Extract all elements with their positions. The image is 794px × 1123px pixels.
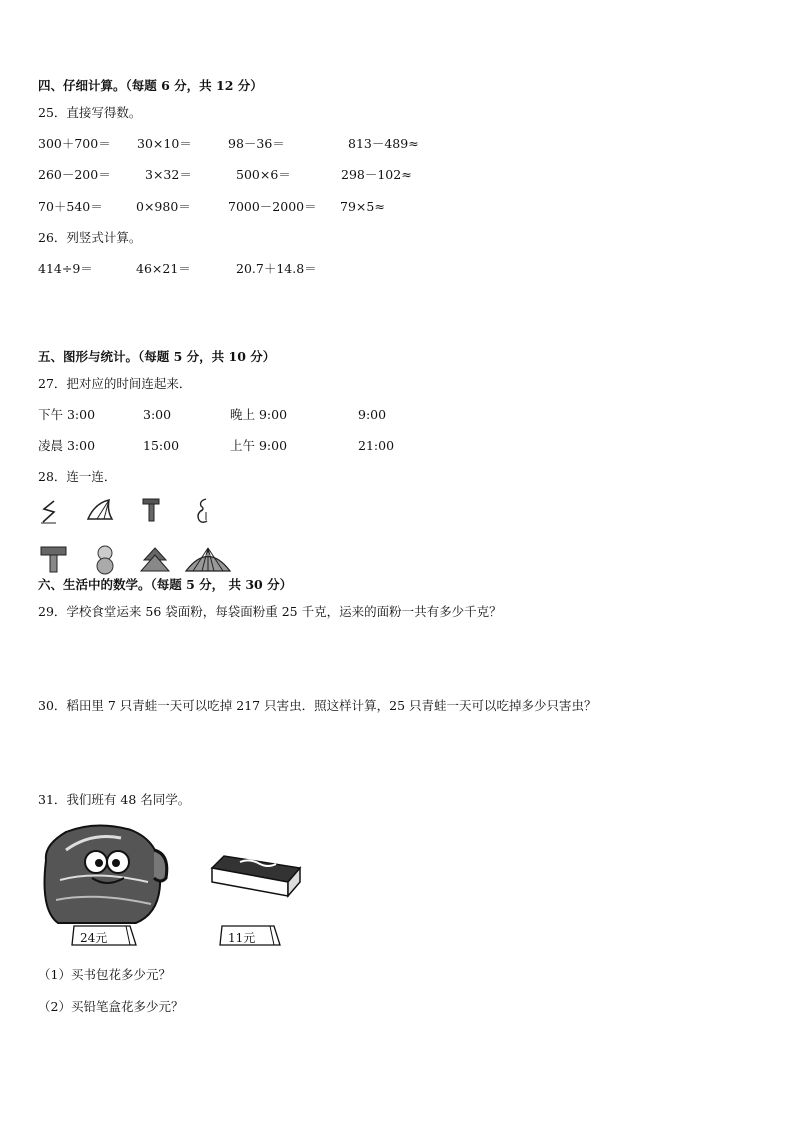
umbrella-icon: [184, 546, 232, 574]
q27-time: 15:00: [143, 438, 180, 453]
umbrella-side-icon: [85, 497, 115, 523]
q27-label: 27．把对应的时间连起来．: [38, 376, 192, 391]
q26-item: 46×21＝: [136, 261, 191, 276]
pencil-case-icon: [210, 854, 302, 900]
stacked-triangles-icon: [139, 546, 171, 574]
q31-sub1: （1）买书包花多少元？: [38, 967, 171, 982]
q31-sub2: （2）买铅笔盒花多少元？: [38, 999, 184, 1014]
q27-time: 上午 9:00: [230, 438, 288, 453]
q27-time: 下午 3:00: [38, 407, 96, 422]
q26-label: 26．列竖式计算。: [38, 230, 142, 245]
q29-text: 29．学校食堂运来 56 袋面粉，每袋面粉重 25 千克，运来的面粉一共有多少千克？: [38, 604, 502, 619]
q31-label: 31．我们班有 48 名同学。: [38, 792, 191, 807]
q27-time: 凌晨 3:00: [38, 438, 96, 453]
q25-label: 25．直接写得数。: [38, 105, 142, 120]
q25-item: 300＋700＝: [38, 136, 111, 151]
q25-item: 500×6＝: [236, 167, 291, 182]
q25-item: 813－489≈: [348, 136, 419, 151]
q25-item: 298－102≈: [341, 167, 412, 182]
q25-item: 7000－2000＝: [228, 199, 317, 214]
q26-item: 414÷9＝: [38, 261, 93, 276]
stool-side-icon: [141, 496, 161, 524]
q25-item: 260－200＝: [38, 167, 111, 182]
stool-icon: [38, 544, 70, 574]
q25-item: 98－36＝: [228, 136, 285, 151]
q25-item: 70＋540＝: [38, 199, 103, 214]
section-6-title: 六、生活中的数学。（每题 5 分， 共 30 分）: [38, 577, 293, 592]
pencilcase-price: 11元: [228, 931, 256, 945]
q25-item: 0×980＝: [136, 199, 191, 214]
q28-label: 28．连一连．: [38, 469, 117, 484]
q27-time: 3:00: [143, 407, 172, 422]
q27-time: 晚上 9:00: [230, 407, 288, 422]
q27-time: 21:00: [358, 438, 395, 453]
q27-time: 9:00: [358, 407, 387, 422]
backpack-icon: [36, 820, 172, 928]
snowman-side-icon: [194, 496, 212, 526]
snowman-icon: [94, 544, 116, 576]
q25-item: 30×10＝: [137, 136, 192, 151]
bag-price: 24元: [80, 931, 108, 945]
section-5-title: 五、图形与统计。（每题 5 分，共 10 分）: [38, 349, 276, 364]
q25-item: 79×5≈: [340, 199, 385, 214]
q30-text: 30．稻田里 7 只青蛙一天可以吃掉 217 只害虫．照这样计算，25 只青蛙一天可以吃掉多少只害虫？: [38, 698, 597, 713]
zigzag-partial-icon: [38, 498, 62, 526]
q25-item: 3×32＝: [145, 167, 192, 182]
q26-item: 20.7＋14.8＝: [236, 261, 317, 276]
section-4-title: 四、仔细计算。（每题 6 分，共 12 分）: [38, 78, 263, 93]
